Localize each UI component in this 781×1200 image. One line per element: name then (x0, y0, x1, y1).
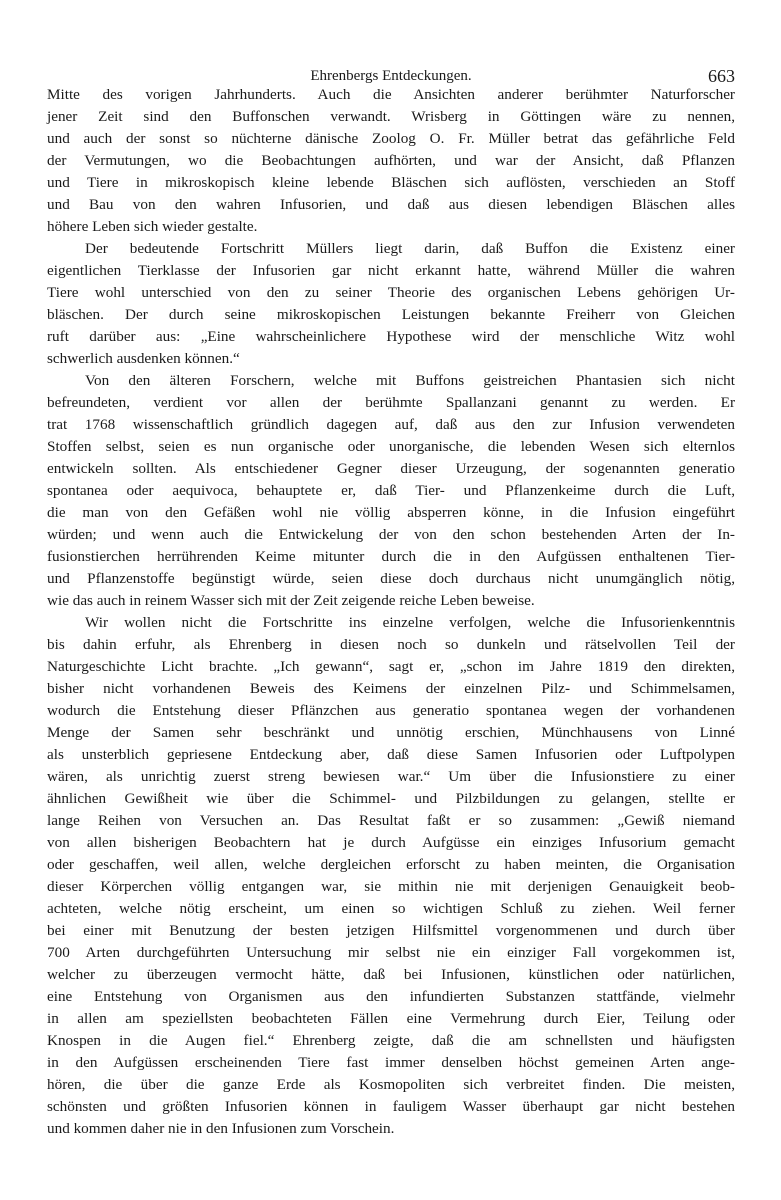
text-line: bisher nicht vorhandenen Beweis des Keimens der einzelnen Pilz- und Schimmelsamen, (47, 680, 735, 697)
paragraph (47, 84, 735, 238)
text-line: wodurch die Entstehung dieser Pflänzchen aus generatio spontanea wegen der vorhandenen (47, 702, 735, 719)
text-line: schwerlich ausdenken können.“ (47, 350, 240, 367)
text-line: bläschen. Der durch seine mikroskopischen Leistungen bekannte Freiherr von Gleichen (47, 306, 735, 323)
text-line: ähnlichen Gewißheit wie über die Schimmel- und Pilzbildungen zu gelangen, stellte er (47, 790, 735, 807)
text-line: und kommen daher nie in den Infusionen zum Vorschein. (47, 1120, 395, 1137)
text-line: 700 Arten durchgeführten Untersuchung mir selbst nie ein einziger Fall vorgekommen ist, (47, 944, 735, 961)
text-line: bis dahin erfuhr, als Ehrenberg in diesen noch so dunkeln und rätselvollen Teil der (47, 636, 735, 653)
text-line: Knospen in die Augen fiel.“ Ehrenberg zeigte, daß die am schnellsten und häufigsten (47, 1032, 735, 1049)
text-line: befreundeten, verdient vor allen der berühmte Spallanzani genannt zu werden. Er (47, 394, 735, 411)
text-line: und Pflanzenstoffe begünstigt würde, seien diese doch durchaus nicht unumgänglich nötig, (47, 570, 735, 587)
text-line: wären, als unrichtig zuerst streng bewiesen war.“ Um über die Infusionstiere zu einer (47, 768, 735, 785)
text-line: ruft darüber aus: „Eine wahrscheinlichere Hypothese wird der menschliche Witz wohl (47, 328, 735, 345)
text-line: höhere Leben sich wieder gestalte. (47, 218, 258, 235)
text-line: oder geschaffen, weil allen, welche dergleichen erforscht zu haben meinten, die Organisation (47, 856, 735, 873)
text-line: von allen bisherigen Beobachtern hat je durch Aufgüsse ein einziges Infusorium gemacht (47, 834, 735, 851)
page-number: 663 (708, 66, 735, 86)
text-line: eine Entstehung von Organismen aus den infundierten Substanzen stattfände, vielmehr (47, 988, 735, 1005)
text-line: entwickeln sollten. Als entschiedener Gegner dieser Urzeugung, der sogenannten generatio (47, 460, 735, 477)
text-line: lange Reihen von Versuchen an. Das Resultat faßt er so zusammen: „Gewiß niemand (47, 812, 735, 829)
text-line: fusionstierchen herrührenden Keime mitunter durch die in den Aufgüssen enthaltenen Tier- (47, 548, 735, 565)
text-line: als unsterblich gepriesene Entdeckung aber, daß diese Samen Infusorien oder Luftpolypen (47, 746, 735, 763)
text-line: Menge der Samen sehr beschränkt und unnötig erschien, Münchhausens von Linné (47, 724, 735, 741)
text-line: wie das auch in reinem Wasser sich mit der Zeit zeigende reiche Leben beweise. (47, 592, 535, 609)
text-line: in den Aufgüssen erscheinenden Tiere fast immer denselben höchst gemeinen Arten ange- (47, 1054, 735, 1071)
text-line: der Vermutungen, wo die Beobachtungen aufhörten, und war der Ansicht, daß Pflanzen (47, 152, 735, 169)
text-line: jener Zeit sind den Buffonschen verwandt. Wrisberg in Göttingen wäre zu nennen, (47, 108, 735, 125)
text-line: bei einer mit Benutzung der besten jetzigen Hilfsmittel vorgenommenen und durch über (47, 922, 735, 939)
text-line: welcher zu überzeugen vermocht hätte, daß bei Infusionen, künstlichen oder natürlichen, (47, 966, 735, 983)
text-line: hören, die über die ganze Erde als Kosmopoliten sich verbreitet finden. Die meisten, (47, 1076, 735, 1093)
text-line: und Bau von den wahren Infusorien, und daß aus diesen lebendigen Bläschen alles (47, 196, 735, 213)
text-line: Der bedeutende Fortschritt Müllers liegt darin, daß Buffon die Existenz einer (85, 240, 735, 257)
paragraph (47, 370, 735, 612)
text-line: Tiere wohl unterschied von den zu seiner Theorie des organischen Lebens gehörigen Ur- (47, 284, 735, 301)
paragraph (47, 612, 735, 1140)
text-line: und Tiere in mikroskopisch kleine lebende Bläschen sich auflösten, verschieden an Stoff (47, 174, 735, 191)
text-line: Stoffen selbst, seien es nun organische oder unorganische, die lebenden Wesen sich elternlos (47, 438, 735, 455)
text-line: eigentlichen Tierklasse der Infusorien gar nicht erkannt hatte, während Müller die wahren (47, 262, 735, 279)
running-title: Ehrenbergs Entdeckungen. (310, 68, 472, 84)
text-line: würden; und wenn auch die Entwickelung der von den schon bestehenden Arten der In- (47, 526, 735, 543)
text-line: in allen am speziellsten beobachteten Fällen eine Vermehrung durch Eier, Teilung oder (47, 1010, 735, 1027)
text-line: Wir wollen nicht die Fortschritte ins einzelne verfolgen, welche die Infusorienkenntnis (85, 614, 735, 631)
text-line: Naturgeschichte Licht brachte. „Ich gewann“, sagt er, „schon im Jahre 1819 den direkten, (47, 658, 735, 675)
body-text (47, 84, 735, 1140)
text-line: trat 1768 wissenschaftlich gründlich dagegen auf, daß aus den zur Infusion verwendeten (47, 416, 735, 433)
text-line: schönsten und größten Infusorien können in fauligem Wasser überhaupt gar nicht bestehen (47, 1098, 735, 1115)
text-line: Von den älteren Forschern, welche mit Buffons geistreichen Phantasien sich nicht (85, 372, 735, 389)
text-line: spontanea oder aequivoca, behauptete er, daß Tier- und Pflanzenkeime durch die Luft, (47, 482, 735, 499)
text-line: Mitte des vorigen Jahrhunderts. Auch die Ansichten anderer berühmter Naturforscher (47, 86, 735, 103)
text-line: achteten, welche nötig erscheint, um einen so wichtigen Schluß zu ziehen. Weil ferner (47, 900, 735, 917)
paragraph (47, 238, 735, 370)
text-line: und auch der sonst so nüchterne dänische Zoolog O. Fr. Müller betrat das gefährliche Feld (47, 130, 735, 147)
text-line: die man von den Gefäßen wohl nie völlig absperren könne, in die Infusion eingeführt (47, 504, 735, 521)
text-line: dieser Körperchen völlig entgangen war, sie mithin nie mit derjenigen Genauigkeit beob- (47, 878, 735, 895)
